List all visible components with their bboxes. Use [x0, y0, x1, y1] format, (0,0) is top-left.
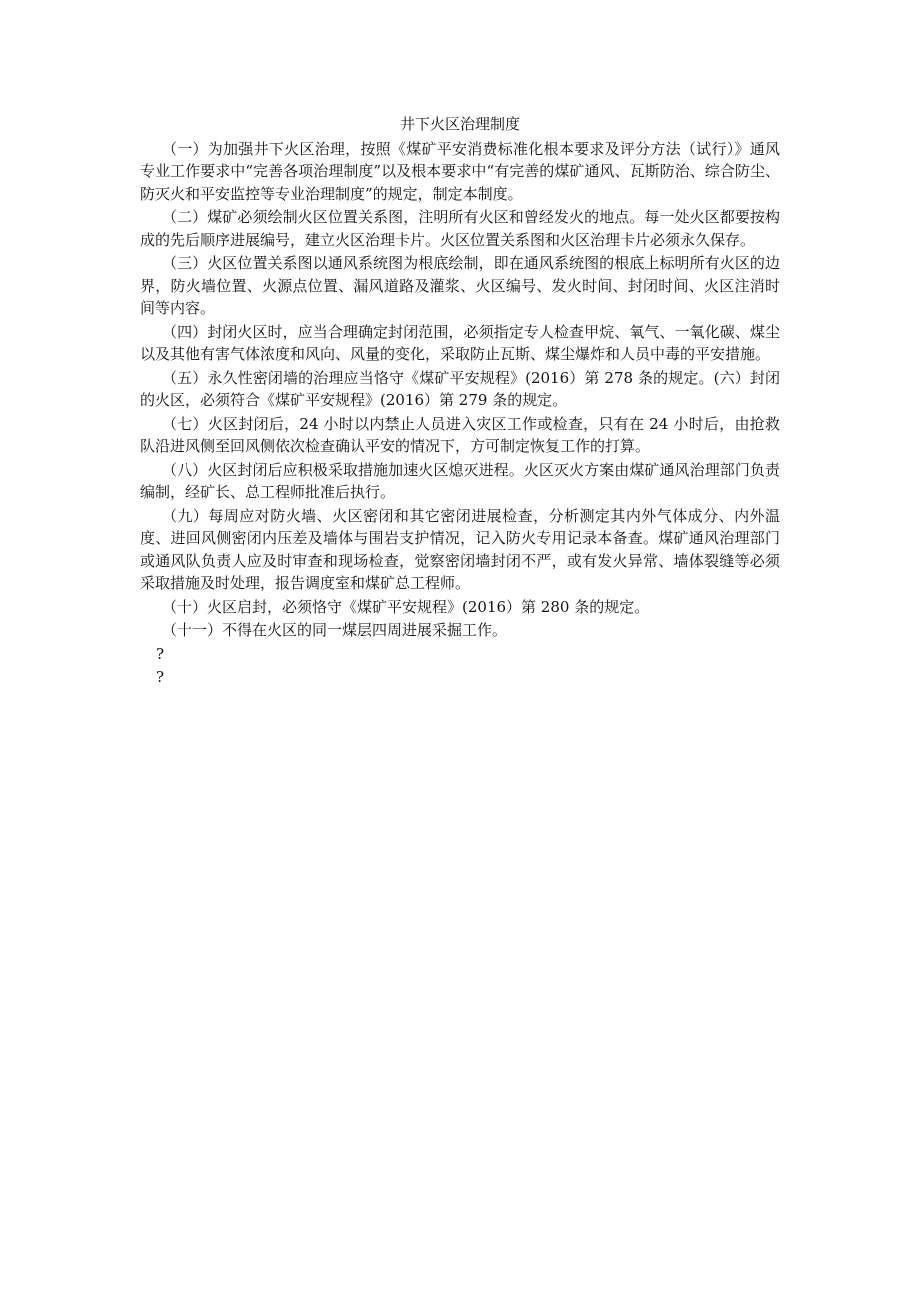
- document-title: 井下火区治理制度: [399, 115, 520, 133]
- paragraph-8: （八）火区封闭后应积极采取措施加速火区熄灭进程。火区灭火方案由煤矿通风治理部门负责编制，经矿长、总工程师批准后执行。: [140, 460, 780, 501]
- paragraph-1: （一）为加强井下火区治理，按照《煤矿平安消费标准化根本要求及评分方法（试行）》通风专业工作要求中“完善各项治理制度”以及根本要求中“有完善的煤矿通风、瓦斯防治、综合防尘、防灭火和平安监控等专业治理制度”的规定，制定本制度。: [140, 139, 780, 203]
- document-body: [140, 113, 780, 690]
- paragraph-9: （九）每周应对防火墙、火区密闭和其它密闭进展检查，分析测定其内外气体成分、内外温度、进回风侧密闭内压差及墙体与围岩支护情况，记入防火专用记录本备查。煤矿通风治理部门或通风队负责人应及时审查和现场检查，觉察密闭墙封闭不严，或有发火异常、墙体裂缝等必须采取措施及时处理，报告调度室和煤矿总工程师。: [140, 506, 780, 592]
- paragraph-4: （四）封闭火区时，应当合理确定封闭范围，必须指定专人检查甲烷、氧气、一氧化碳、煤尘以及其他有害气体浓度和风向、风量的变化，采取防止瓦斯、煤尘爆炸和人员中毒的平安措施。: [140, 322, 780, 363]
- paragraph-3: （三）火区位置关系图以通风系统图为根底绘制，即在通风系统图的根底上标明所有火区的边界，防火墙位置、火源点位置、漏风道路及灌浆、火区编号、发火时间、封闭时间、火区注消时间等内容。: [140, 254, 780, 317]
- paragraph-2: （二）煤矿必须绘制火区位置关系图，注明所有火区和曾经发火的地点。每一处火区都要按构成的先后顺序进展编号，建立火区治理卡片。火区位置关系图和火区治理卡片必须永久保存。: [140, 208, 780, 249]
- trailing-mark: ?: [156, 644, 165, 663]
- paragraph-11: （十一）不得在火区的同一煤层四周进展采掘工作。: [162, 621, 508, 639]
- paragraph-10: （十）火区启封，必须恪守《煤矿平安规程》(2016）第 280 条的规定。: [162, 597, 650, 616]
- paragraph-7: （七）火区封闭后，24 小时以内禁止人员进入灾区工作或检查，只有在 24 小时后，由抢救队沿进风侧至回风侧依次检查确认平安的情况下，方可制定恢复工作的打算。: [140, 414, 780, 455]
- paragraph-5: （五）永久性密闭墙的治理应当恪守《煤矿平安规程》(2016）第 278 条的规定。(六）封闭的火区，必须符合《煤矿平安规程》(2016）第 279 条的规定。: [140, 368, 780, 409]
- trailing-mark: ?: [156, 668, 165, 686]
